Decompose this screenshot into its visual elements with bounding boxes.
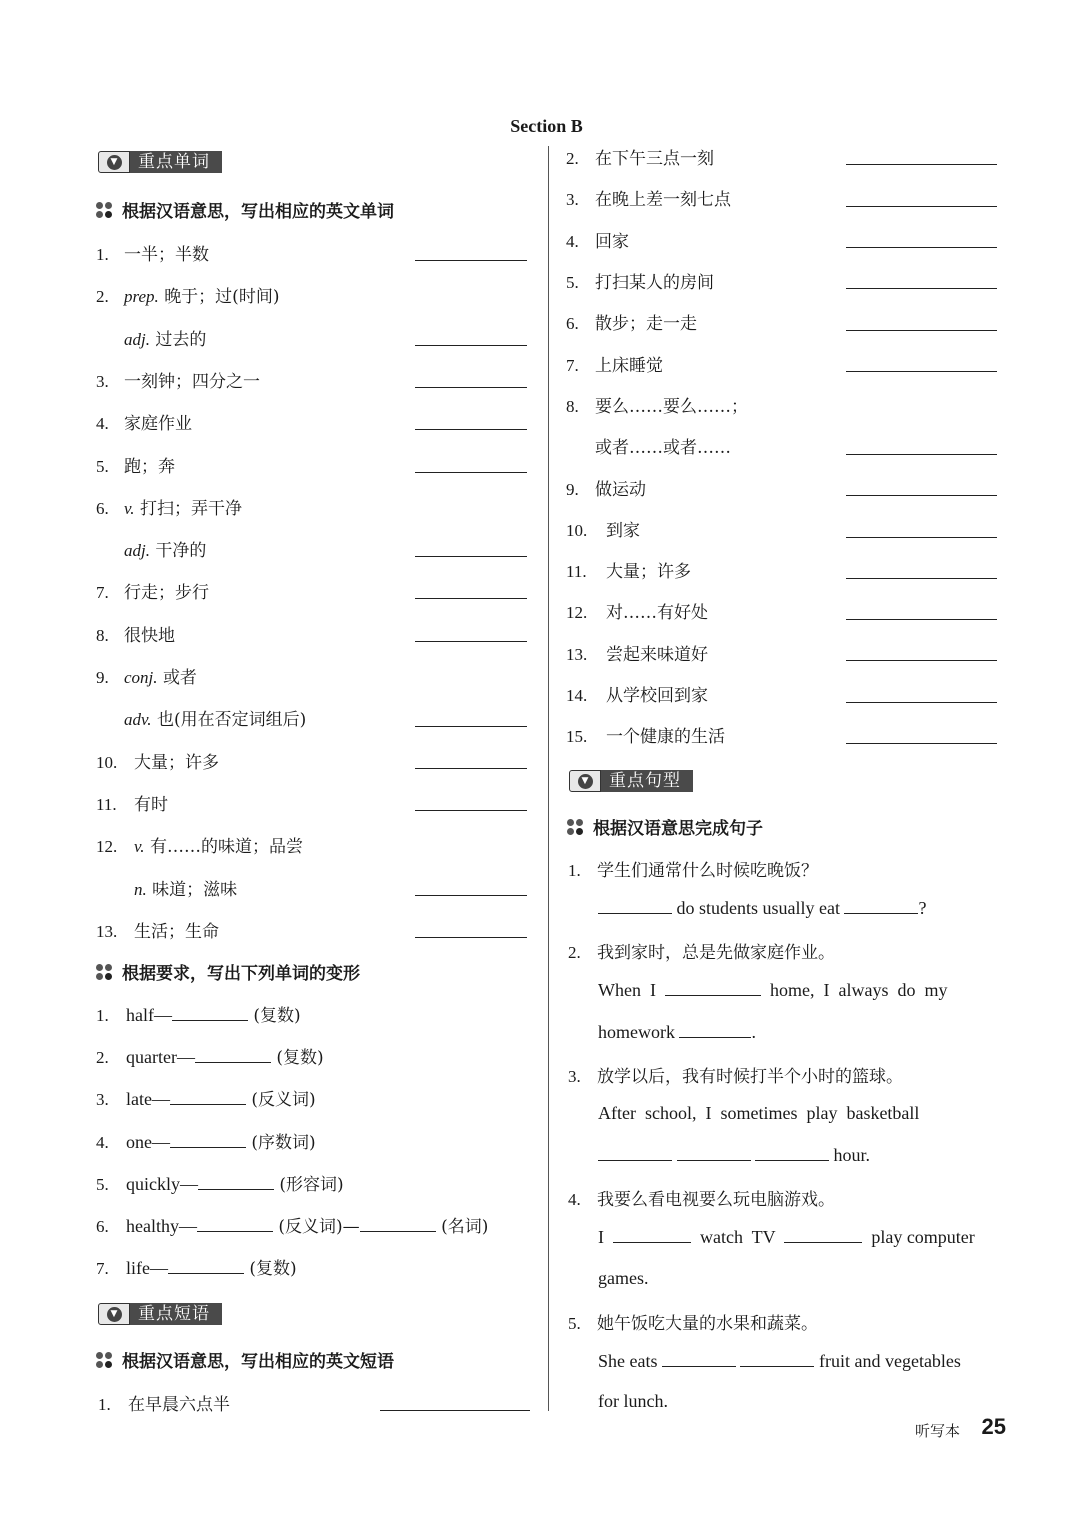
answer-blank[interactable] [360,1215,436,1232]
sentence-answer: I watch TV play computer [598,1227,975,1247]
phrases-instruction: 根据汉语意思，写出相应的英文短语 [96,1347,394,1372]
phrase-item: 5. 打扫某人的房间 [566,273,714,293]
answer-blank[interactable] [195,1046,271,1063]
answer-line[interactable] [415,768,527,769]
sentence-prompt: 5. 她午饭吃大量的水果和蔬菜。 [568,1314,818,1334]
form-item: 4. one— (序数词) [96,1132,316,1153]
word-item: 12. v. 有……的味道；品尝 [96,837,303,857]
page-number: 25 [981,1414,1006,1439]
word-item: 5. 跑；奔 [96,457,175,477]
phrase-item: 6. 散步；走一走 [566,314,697,334]
phrase-item: 10. 到家 [566,521,640,541]
sentence-answer: for lunch. [598,1391,668,1411]
answer-line[interactable] [415,641,527,642]
chevron-down-icon: ▼ [98,1303,130,1325]
sentences-instruction: 根据汉语意思完成句子 [567,814,763,839]
answer-line[interactable] [415,345,527,346]
answer-line[interactable] [846,495,997,496]
answer-line[interactable] [846,619,997,620]
answer-blank[interactable] [598,1144,672,1161]
word-item: n. 味道；滋味 [134,880,238,900]
banner-key-words: ▼ 重点单词 [98,150,222,174]
word-item: adj. 干净的 [124,541,207,561]
answer-line[interactable] [846,578,997,579]
answer-line[interactable] [415,472,527,473]
chevron-down-icon: ▼ [569,770,601,792]
word-item: 6. v. 打扫；弄干净 [96,499,242,519]
chevron-down-icon: ▼ [98,151,130,173]
answer-blank[interactable] [613,1226,691,1243]
answer-blank[interactable] [662,1350,736,1367]
word-item: 2. prep. 晚于；过(时间) [96,287,280,307]
answer-blank[interactable] [170,1088,246,1105]
answer-blank[interactable] [665,979,761,996]
word-item: adv. 也(用在否定词组后) [124,710,307,730]
sentence-answer: When I home, I always do my [598,980,948,1000]
words-instruction: 根据汉语意思，写出相应的英文单词 [96,197,394,222]
sentence-answer: homework . [598,1022,756,1042]
sentence-answer: do students usually eat ? [598,897,926,919]
word-item: adj. 过去的 [124,330,207,350]
answer-blank[interactable] [784,1226,862,1243]
phrase-item: 1. 在早晨六点半 [98,1395,230,1415]
answer-line[interactable] [846,330,997,331]
answer-line[interactable] [846,743,997,744]
phrase-item: 2. 在下午三点一刻 [566,149,714,169]
phrase-item: 8. 要么……要么……； [566,397,748,417]
word-item: 4. 家庭作业 [96,414,192,434]
form-item: 3. late— (反义词) [96,1089,316,1110]
sentence-answer: She eats fruit and vegetables [598,1351,961,1371]
phrase-item: 14. 从学校回到家 [566,686,708,706]
answer-blank[interactable] [170,1131,246,1148]
answer-line[interactable] [415,937,527,938]
answer-blank[interactable] [598,897,672,914]
dots-icon [96,964,116,980]
phrase-item: 4. 回家 [566,232,629,252]
sentence-prompt: 2. 我到家时，总是先做家庭作业。 [568,943,835,963]
phrase-item: 13. 尝起来味道好 [566,645,708,665]
answer-line[interactable] [415,429,527,430]
dots-icon [96,1352,116,1368]
dots-icon [96,202,116,218]
answer-blank[interactable] [844,897,918,914]
answer-line[interactable] [846,288,997,289]
answer-line[interactable] [846,702,997,703]
footer-label: 听写本 [914,1422,960,1440]
sentence-prompt: 1. 学生们通常什么时候吃晚饭？ [568,861,818,881]
word-item: 10. 大量；许多 [96,753,219,773]
answer-blank[interactable] [740,1350,814,1367]
answer-line[interactable] [846,164,997,165]
dots-icon [567,819,587,835]
sentence-answer: hour. [598,1144,870,1166]
answer-line[interactable] [415,895,527,896]
forms-instruction: 根据要求，写出下列单词的变形 [96,959,360,984]
word-item: 9. conj. 或者 [96,668,197,688]
phrase-item: 11. 大量；许多 [566,562,691,582]
answer-line[interactable] [415,598,527,599]
answer-blank[interactable] [198,1173,274,1190]
phrase-item: 7. 上床睡觉 [566,356,663,376]
word-item: 11. 有时 [96,795,168,815]
form-item: 5. quickly— (形容词) [96,1174,344,1195]
answer-blank[interactable] [677,1144,751,1161]
answer-blank[interactable] [755,1144,829,1161]
answer-line[interactable] [380,1410,530,1411]
answer-line[interactable] [846,537,997,538]
answer-blank[interactable] [197,1215,273,1232]
answer-blank[interactable] [172,1004,248,1021]
form-item: 7. life— (复数) [96,1258,297,1279]
word-item: 1. 一半；半数 [96,245,209,265]
word-item: 8. 很快地 [96,626,175,646]
answer-line[interactable] [846,454,997,455]
answer-line[interactable] [415,260,527,261]
word-item: 13. 生活；生命 [96,922,219,942]
form-item: 2. quarter— (复数) [96,1047,324,1068]
phrase-item: 3. 在晚上差一刻七点 [566,190,731,210]
answer-line[interactable] [846,247,997,248]
form-item: 6. healthy— (反义词)— (名词) [96,1216,489,1237]
answer-blank[interactable] [168,1257,244,1274]
answer-line[interactable] [846,206,997,207]
sentence-prompt: 3. 放学以后，我有时候打半个小时的篮球。 [568,1067,903,1087]
phrase-item: 或者……或者…… [595,438,731,458]
form-item: 1. half— (复数) [96,1005,301,1026]
sentence-prompt: 4. 我要么看电视要么玩电脑游戏。 [568,1190,835,1210]
page-title: Section B [510,116,583,136]
phrase-item: 15. 一个健康的生活 [566,727,725,747]
banner-key-phrases: ▼ 重点短语 [98,1302,222,1326]
answer-line[interactable] [415,726,527,727]
answer-line[interactable] [415,810,527,811]
phrase-item: 9. 做运动 [566,480,646,500]
answer-line[interactable] [415,387,527,388]
column-divider [548,146,549,1411]
sentence-answer: games. [598,1268,649,1288]
answer-line[interactable] [846,371,997,372]
phrase-item: 12. 对……有好处 [566,603,708,623]
word-item: 7. 行走；步行 [96,583,209,603]
answer-blank[interactable] [679,1021,751,1038]
word-item: 3. 一刻钟；四分之一 [96,372,260,392]
banner-key-sentences: ▼ 重点句型 [569,769,693,793]
answer-line[interactable] [415,556,527,557]
answer-line[interactable] [846,660,997,661]
sentence-answer: After school, I sometimes play basketball [598,1103,920,1123]
